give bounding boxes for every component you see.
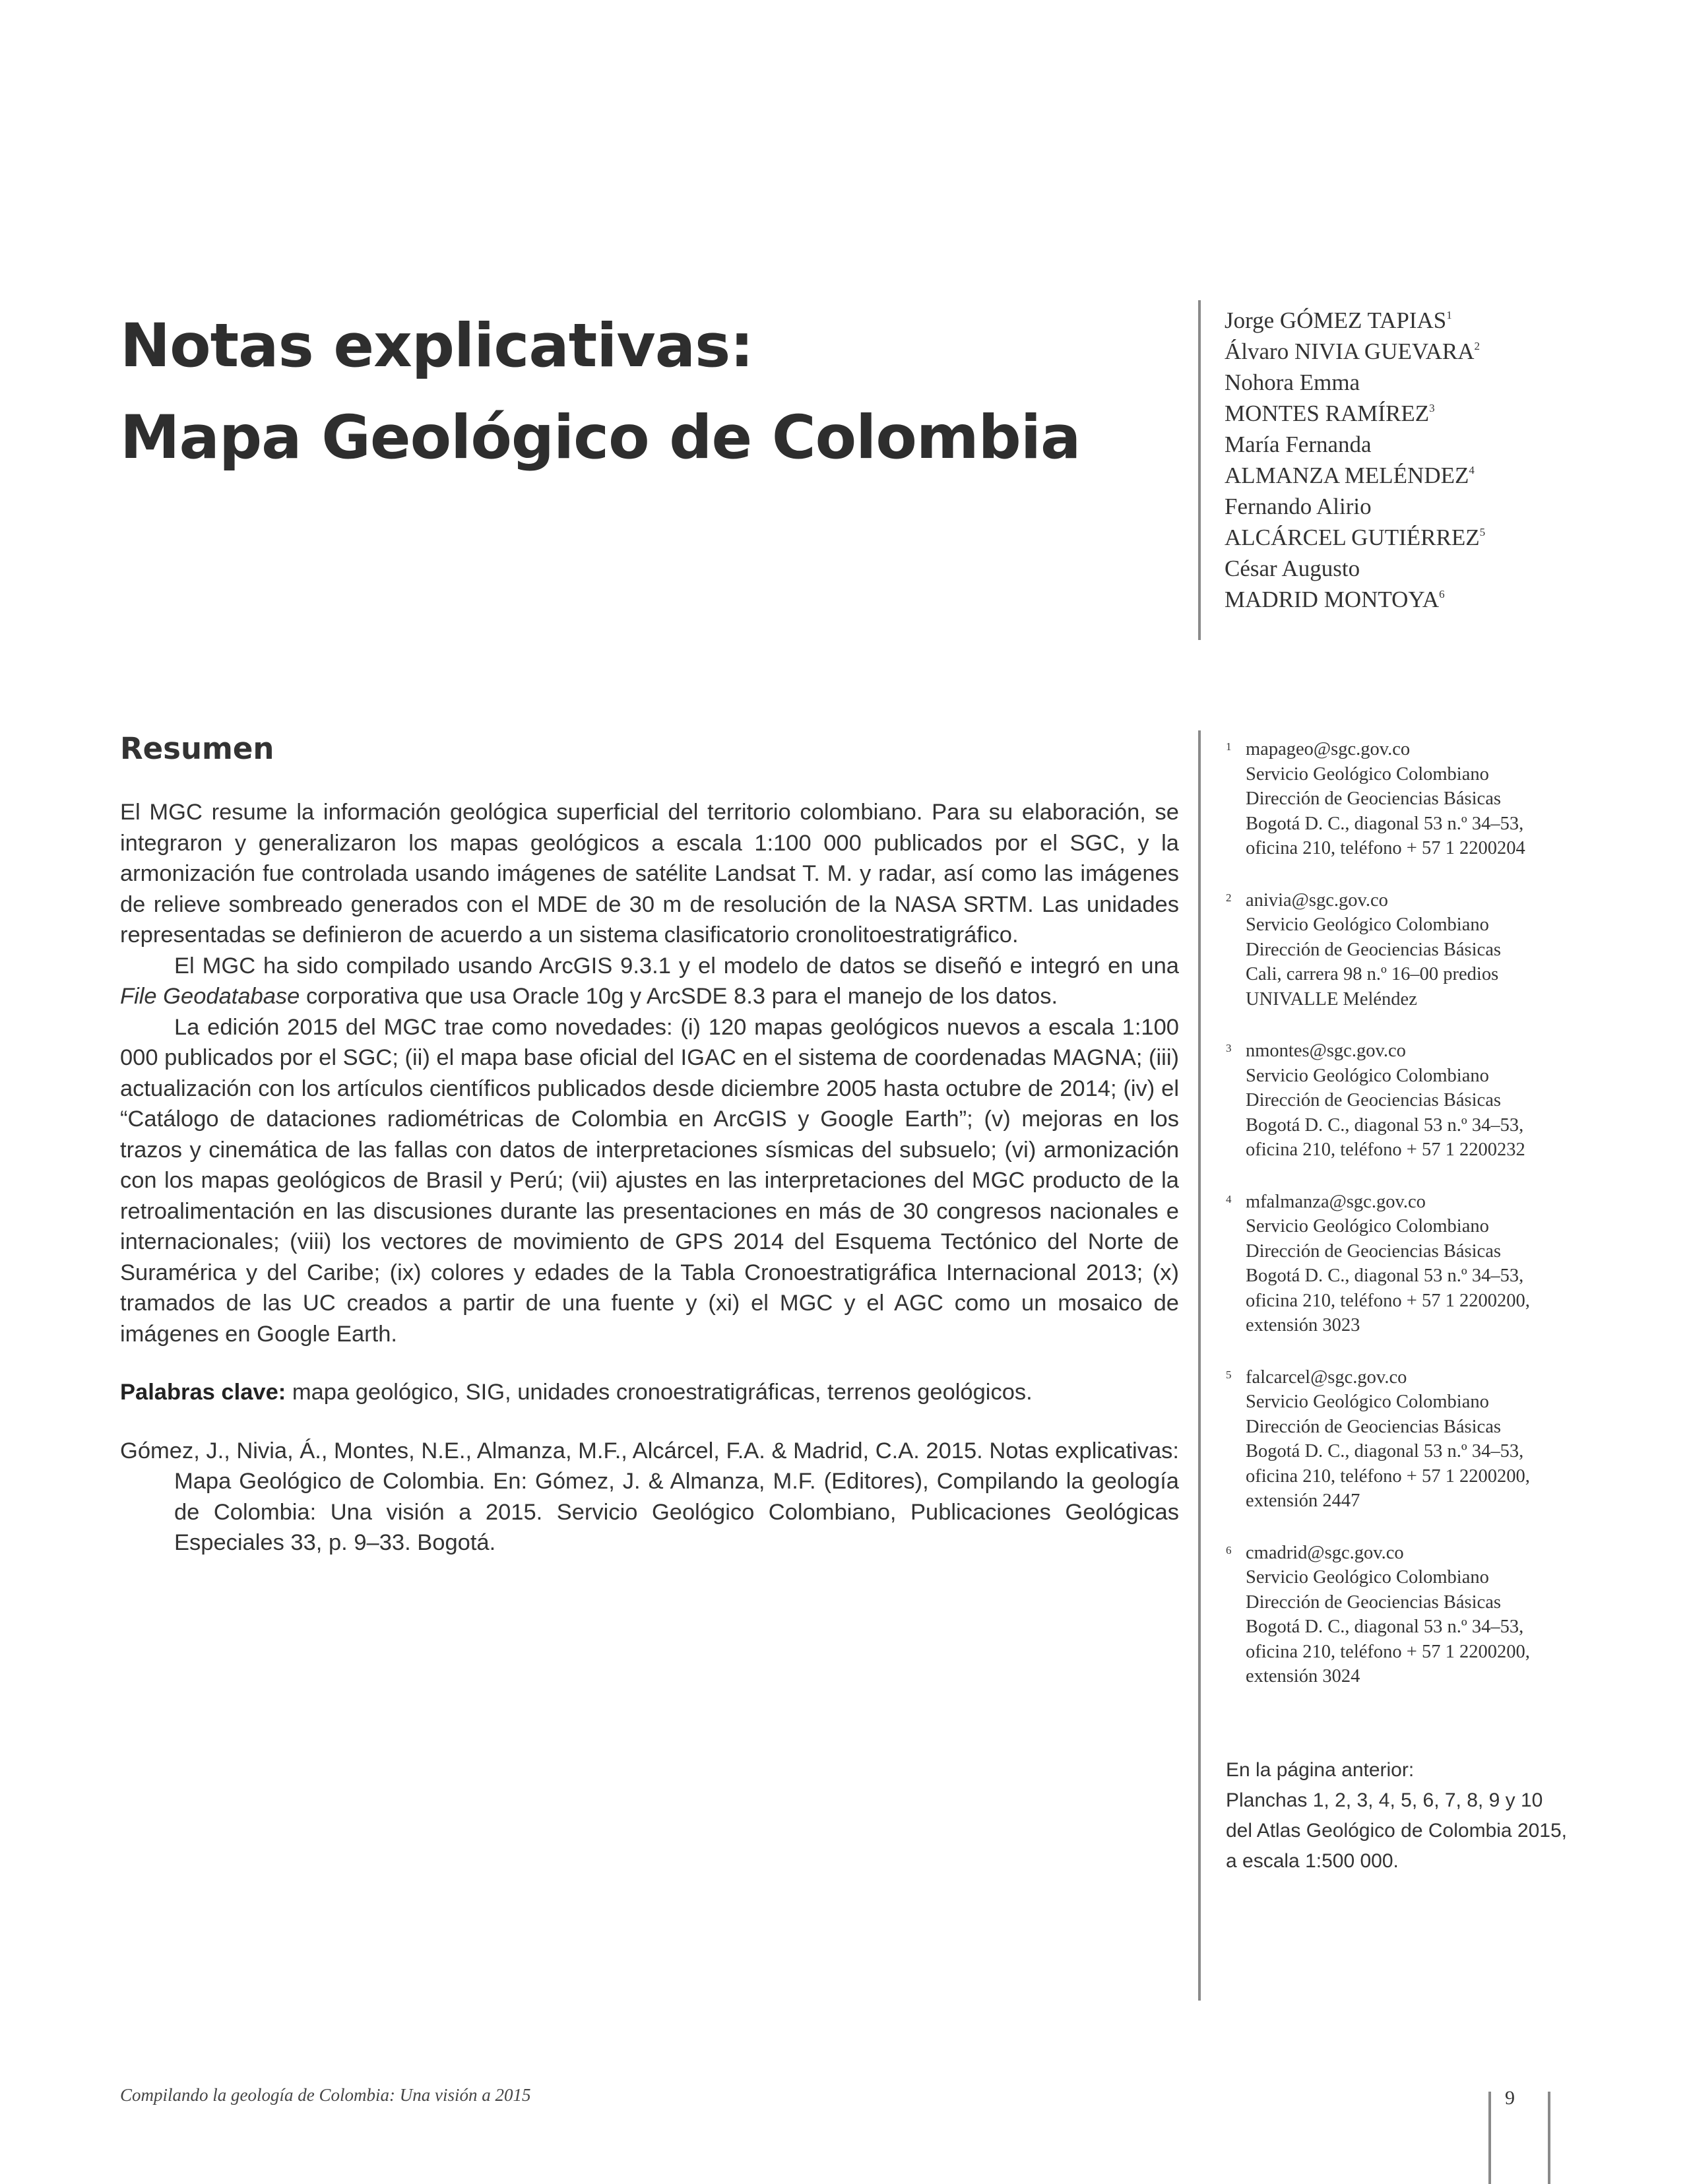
author-footnotes [1226, 737, 1556, 1716]
abstract-heading: Resumen [120, 731, 274, 766]
author-line: Jorge GÓMEZ TAPIAS$^1$ [1225, 307, 1452, 333]
citation: Gómez, J., Nivia, Á., Montes, N.E., Almanza, M.F., Alcárcel, F.A. & Madrid, C.A. 2015. Notas explicativas: Mapa Geológico de Colombia. En: Gómez, J. & Almanza, M.F. (Editores), Compilando la geología de Colombia: Una visión a 2015. Servicio Geológico Colombiano, Publicaciones Geológicas Especiales 33, p. 9–33. Bogotá. [120, 1438, 1179, 1555]
page-title [120, 300, 1110, 484]
author-line: ALCÁRCEL GUTIÉRREZ$^5$ [1225, 525, 1486, 550]
footnote: 5 falcarcel@sgc.gov.co Servicio Geológico Colombiano Dirección de Geociencias Básicas Bogotá D. C., diagonal 53 n.º 34–53, oficina 210, teléfono + 57 1 2200200, extensión 2447 [1226, 1365, 1556, 1514]
abstract-paragraph-1: El MGC resume la información geológica superficial del territorio colombiano. Para su elaboración, se integraron y generalizaron los mapas geológicos a escala 1:100 000 publicados por el SGC, y la armonización fue controlada usando imágenes de satélite Landsat T. M. y radar, así como las imágenes de relieve sombreado generados con el MDE de 30 m de resolución de la NASA SRTM. Las unidades representadas se definieron de acuerdo a un sistema clasificatorio cronolitoestratigráfico. [120, 800, 1179, 947]
previous-page-heading: En la página anterior: [1226, 1759, 1415, 1781]
sidebar-divider [1198, 730, 1201, 2001]
footnote-email[interactable]: falcarcel@sgc.gov.co [1246, 1366, 1407, 1388]
page-edge-divider [1548, 2092, 1550, 2184]
footnote-email[interactable]: mapageo@sgc.gov.co [1246, 739, 1411, 759]
abstract-paragraph-3: La edición 2015 del MGC trae como novedades: (i) 120 mapas geológicos nuevos a escala 1:100 000 publicados por el SGC; (ii) el mapa base oficial del IGAC en el sistema de coordenadas MAGNA; (iii) actualización con los artículos científicos publicados desde diciembre 2005 hasta octubre de 2014; (iv) el “Catálogo de dataciones radiométricas de Colombia en ArcGIS y Google Earth”; (v) mejoras en los trazos y cinemática de las fallas con datos de interpretaciones sísmicas del subsuelo; (vi) armonización con los mapas geológicos de Brasil y Perú; (vii) ajustes en las interpretaciones del MGC producto de la retroalimentación en las discusiones durante las presentaciones en más de 30 congresos nacionales e internacionales; (viii) los vectores de movimiento de GPS 2014 del Esquema Tectónico del Norte de Suramérica y del Caribe; (ix) colores y edades de la Tabla Cronoestratigráfica Internacional 2013; (x) tramados de las UC creados a partir de una fuente y (xi) el MGC y el AGC como un mosaico de imágenes en Google Earth. [120, 1014, 1179, 1347]
page-number-divider [1488, 2092, 1491, 2184]
footnote-email[interactable]: mfalmanza@sgc.gov.co [1246, 1191, 1426, 1212]
footnote: 3 nmontes@sgc.gov.co Servicio Geológico Colombiano Dirección de Geociencias Básicas Bogotá D. C., diagonal 53 n.º 34–53, oficina 210, teléfono + 57 1 2200232 [1226, 1039, 1556, 1163]
previous-page-note [1226, 1755, 1569, 1877]
footnote: 6 cmadrid@sgc.gov.co Servicio Geológico Colombiano Dirección de Geociencias Básicas Bogotá D. C., diagonal 53 n.º 34–53, oficina 210, teléfono + 57 1 2200200, extensión 3024 [1226, 1541, 1556, 1689]
footnote: 1 mapageo@sgc.gov.co Servicio Geológico Colombiano Dirección de Geociencias Básicas Bogotá D. C., diagonal 53 n.º 34–53, oficina 210, teléfono + 57 1 2200204 [1226, 737, 1556, 861]
author-line: Nohora Emma [1225, 369, 1360, 395]
footnote-email[interactable]: anivia@sgc.gov.co [1246, 889, 1388, 911]
author-divider [1198, 300, 1201, 640]
author-line: Álvaro NIVIA GUEVARA$^2$ [1225, 338, 1480, 364]
page-number: 9 [1505, 2087, 1515, 2109]
running-footer: Compilando la geología de Colombia: Una visión a 2015 [120, 2085, 531, 2105]
author-list [1225, 305, 1515, 615]
author-line: MONTES RAMÍREZ$^3$ [1225, 401, 1435, 426]
title-line-2: Mapa Geológico de Colombia [120, 403, 1081, 472]
abstract-body [120, 797, 1179, 1558]
keywords: Palabras clave: mapa geológico, SIG, unidades cronoestratigráficas, terrenos geológicos. [120, 1380, 1033, 1405]
title-line-1: Notas explicativas: [120, 311, 753, 381]
author-line: César Augusto [1225, 556, 1360, 581]
author-line: MADRID MONTOYA$^6$ [1225, 587, 1445, 612]
author-line: ALMANZA MELÉNDEZ$^4$ [1225, 463, 1475, 488]
footnote-email[interactable]: nmontes@sgc.gov.co [1246, 1041, 1406, 1061]
footnote-email[interactable]: cmadrid@sgc.gov.co [1246, 1542, 1404, 1563]
footnote: 2 anivia@sgc.gov.co Servicio Geológico Colombiano Dirección de Geociencias Básicas Cali, carrera 98 n.º 16–00 predios UNIVALLE Meléndez [1226, 888, 1556, 1012]
previous-page-text: Planchas 1, 2, 3, 4, 5, 6, 7, 8, 9 y 10 del Atlas Geológico de Colombia 2015, a escala 1:500 000. [1226, 1789, 1568, 1872]
author-line: María Fernanda [1225, 432, 1372, 457]
footnote: 4 mfalmanza@sgc.gov.co Servicio Geológico Colombiano Dirección de Geociencias Básicas Bogotá D. C., diagonal 53 n.º 34–53, oficina 210, teléfono + 57 1 2200200, extensión 3023 [1226, 1190, 1556, 1338]
abstract-paragraph-2: El MGC ha sido compilado usando ArcGIS 9.3.1 y el modelo de datos se diseñó e integró en una File Geodatabase corporativa que usa Oracle 10g y ArcSDE 8.3 para el manejo de los datos. [120, 953, 1179, 1009]
author-line: Fernando Alirio [1225, 494, 1372, 519]
